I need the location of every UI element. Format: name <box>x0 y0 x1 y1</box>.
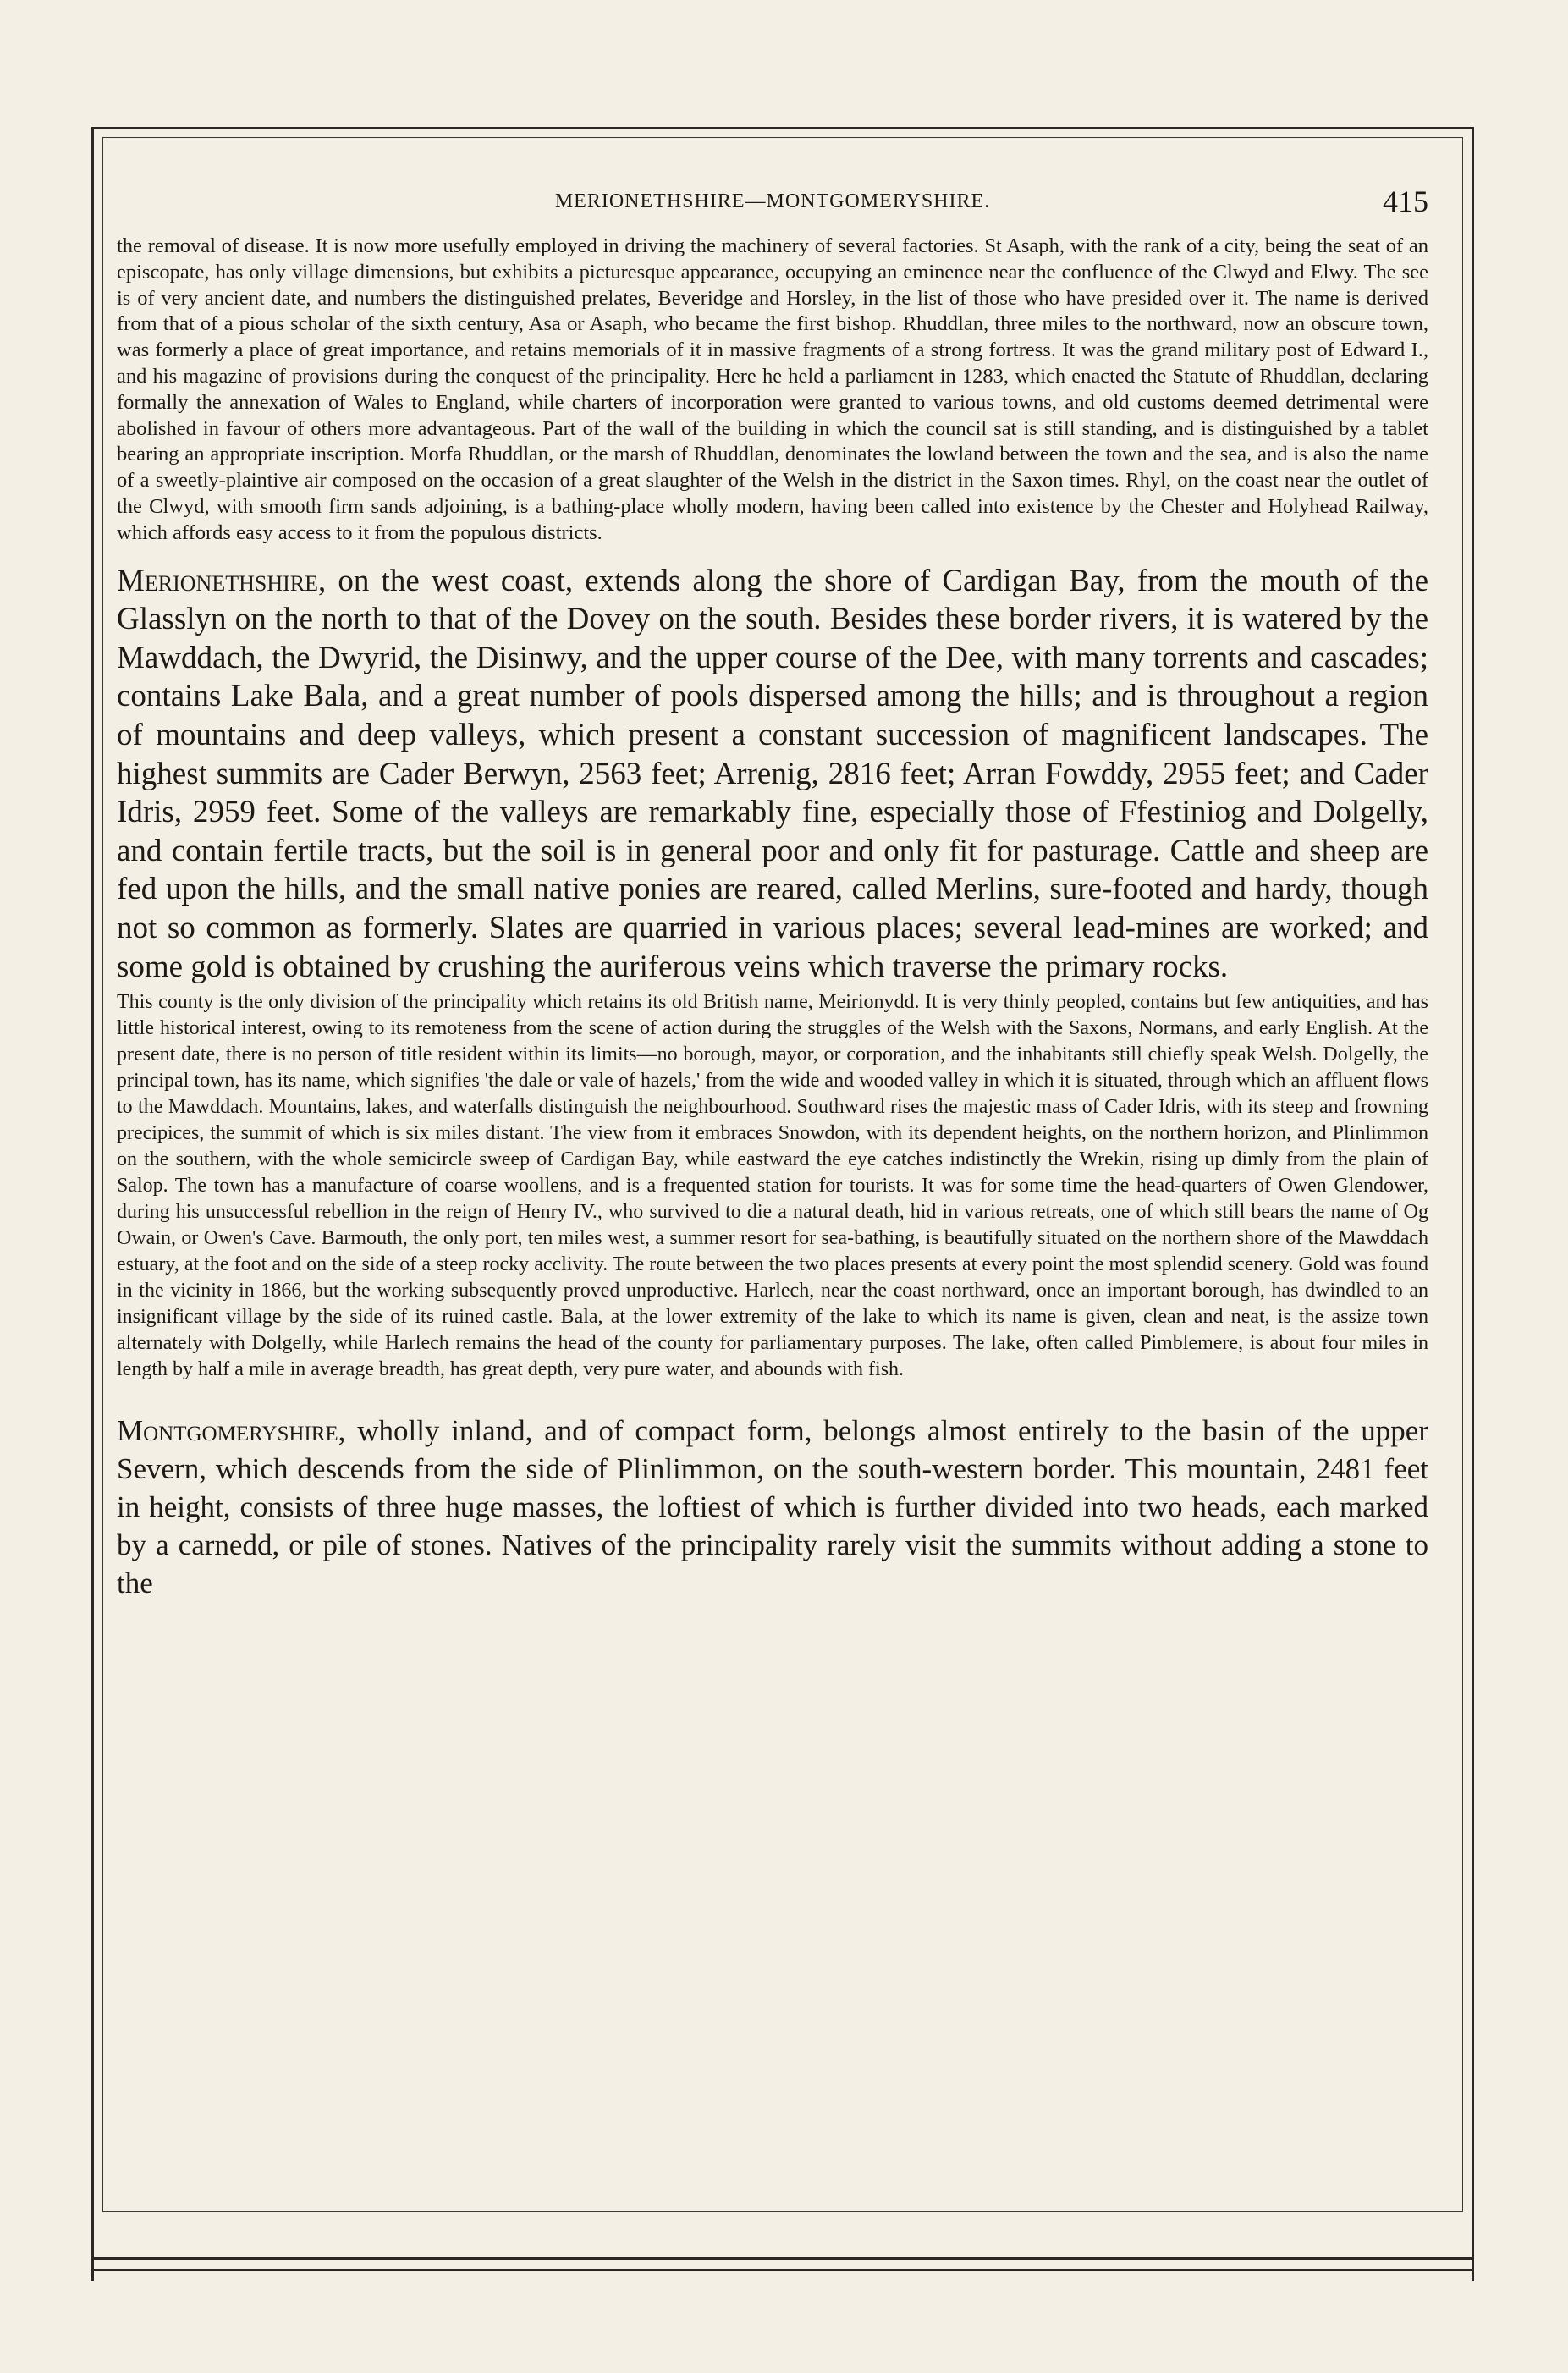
merionethshire-body: on the west coast, extends along the shore of Cardigan Bay, from the mouth of the Glasslyn on the north to that of the Dovey on the south. Besides these border rivers, it is watered by the Mawddach, the Dwyrid, the Disinwy, and the upper course of the Dee, with many torrents and cascades; contains Lake Bala, and a great number of pools dispersed among the hills; and is throughout a region of mountains and deep valleys, which present a constant succession of magnificent landscapes. The highest summits are Cader Berwyn, 2563 feet; Arrenig, 2816 feet; Arran Fowddy, 2955 feet; and Cader Idris, 2959 feet. Some of the valleys are remarkably fine, especially those of Ffestiniog and Dolgelly, and contain fertile tracts, but the soil is in general poor and only fit for pasturage. Cattle and sheep are fed upon the hills, and the small native ponies are reared, called Merlins, sure-footed and hardy, though not so common as formerly. Slates are quarried in various places; several lead-mines are worked; and some gold is obtained by crushing the auriferous veins which traverse the primary rocks. <box>117 563 1428 984</box>
paragraph-flintshire-continued: the removal of disease. It is now more usefully employed in driving the machinery of several factories. St Asaph, with the rank of a city, being the seat of an episcopate, has only village dimensions, but exhibits a picturesque appearance, occupying an eminence near the confluence of the Clwyd and Elwy. The see is of very ancient date, and numbers the distinguished prelates, Beveridge and Horsley, in the list of those who have presided over it. The name is derived from that of a pious scholar of the sixth century, Asa or Asaph, who became the first bishop. Rhuddlan, three miles to the northward, now an obscure town, was formerly a place of great importance, and retains memorials of it in massive fragments of a strong fortress. It was the grand military post of Edward I., and his magazine of provisions during the conquest of the principality. Here he held a parliament in 1283, which enacted the Statute of Rhuddlan, declaring formally the annexation of Wales to England, while charters of incorporation were granted to various towns, and old customs deemed detrimental were abolished in favour of others more advantageous. Part of the wall of the building in which the council sat is still standing, and is distinguished by a tablet bearing an appropriate inscription. Morfa Rhuddlan, or the marsh of Rhuddlan, denominates the lowland between the town and the sea, and is also the name of a sweetly-plaintive air composed on the occasion of a great slaughter of the Welsh in the district in the Saxon times. Rhyl, on the coast near the outlet of the Clwyd, with smooth firm sands adjoining, is a bathing-place wholly modern, having been called into existence by the Chester and Holyhead Railway, which affords easy access to it from the populous districts. <box>117 234 1428 544</box>
paragraph-merionethshire <box>117 562 1428 987</box>
montgomeryshire-body: wholly inland, and of compact form, belongs almost entirely to the basin of the upper Severn, which descends from the side of Plinlimmon, on the south-western border. This mountain, 2481 feet in height, consists of three huge masses, the loftiest of which is further divided into two heads, each marked by a carnedd, or pile of stones. Natives of the principality rarely visit the summits without adding a stone to the <box>117 1414 1428 1600</box>
montgomeryshire-heading: Montgomeryshire, <box>117 1414 346 1448</box>
page-number: 415 <box>1383 184 1428 218</box>
bottom-rule-thin <box>91 2269 1474 2271</box>
bottom-rule-thick <box>91 2257 1474 2260</box>
running-title: MERIONETHSHIRE—MONTGOMERYSHIRE. <box>554 190 991 212</box>
merionethshire-heading: Merionethshire, <box>117 563 327 598</box>
page-content <box>117 176 1428 1602</box>
paragraph-merionethshire-details: This county is the only division of the principality which retains its old British name, Meirionydd. It is very thinly peopled, contains but few antiquities, and has little historical interest, owing to its remoteness from the scene of action during the struggles of the Welsh with the Saxons, Normans, and early English. At the present date, there is no person of title resident within its limits—no borough, mayor, or corporation, and the inhabitants still chiefly speak Welsh. Dolgelly, the principal town, has its name, which signifies 'the dale or vale of hazels,' from the wide and wooded valley in which it is situated, through which an affluent flows to the Mawddach. Mountains, lakes, and waterfalls distinguish the neighbourhood. Southward rises the majestic mass of Cader Idris, with its steep and frowning precipices, the summit of which is six miles distant. The view from it embraces Snowdon, with its dependent heights, on the northern horizon, and Plinlimmon on the southern, with the whole semicircle sweep of Cardigan Bay, while eastward the eye catches indistinctly the Wrekin, rising up dimly from the plain of Salop. The town has a manufacture of coarse woollens, and is a frequented station for tourists. It was for some time the head-quarters of Owen Glendower, during his unsuccessful rebellion in the reign of Henry IV., who survived to die a natural death, hid in various retreats, one of which still bears the name of Og Owain, or Owen's Cave. Barmouth, the only port, ten miles west, a summer resort for sea-bathing, is beautifully situated on the northern shore of the Mawddach estuary, at the foot and on the side of a steep rocky acclivity. The route between the two places presents at every point the most splendid scenery. Gold was found in the vicinity in 1866, but the working subsequently proved unproductive. Harlech, near the coast northward, once an important borough, has dwindled to an insignificant village by the side of its ruined castle. Bala, at the lower extremity of the lake to which its name is given, clean and neat, is the assize town alternately with Dolgelly, while Harlech remains the head of the county for parliamentary purposes. The lake, often called Pimblemere, is about four miles in length by half a mile in average breadth, has great depth, very pure water, and abounds with fish. <box>117 991 1428 1381</box>
paragraph-montgomeryshire <box>117 1412 1428 1602</box>
running-header <box>117 176 1428 227</box>
